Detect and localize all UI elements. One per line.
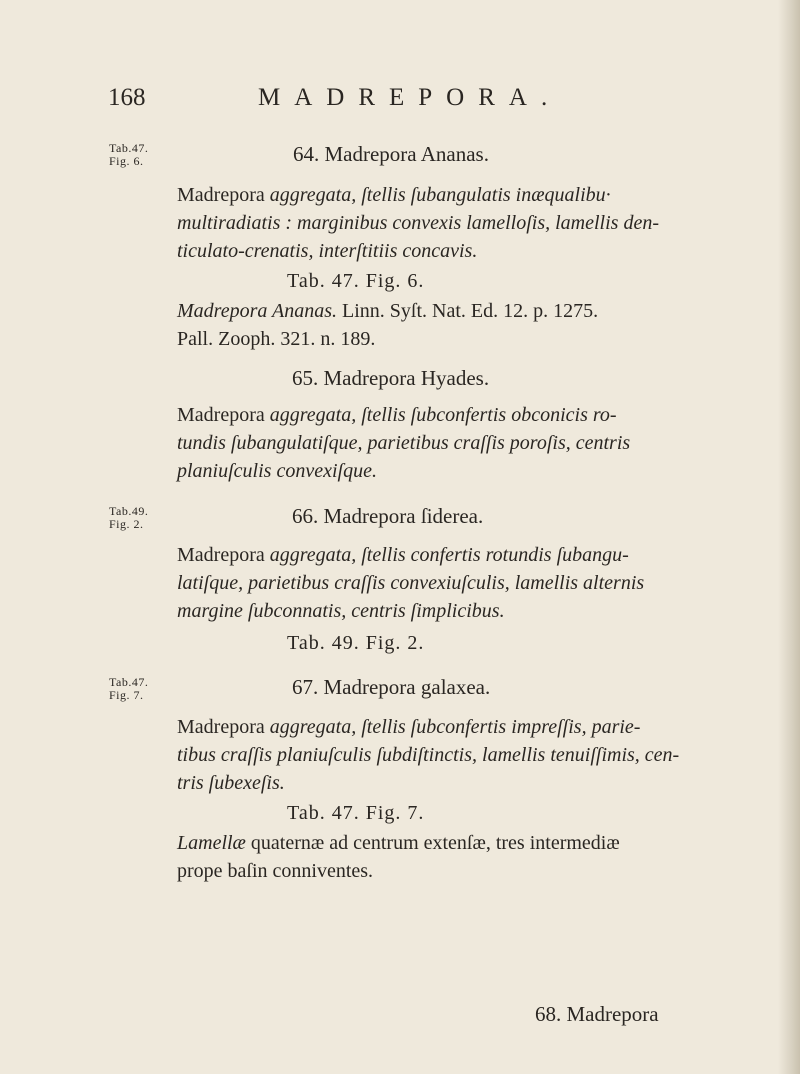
- entry-line: ticulato-crenatis, interſtitiis concavis.: [177, 240, 478, 262]
- note-line: prope baſin conniventes.: [177, 860, 374, 882]
- entry-heading: 66. Madrepora ſiderea.: [292, 504, 484, 528]
- entry-line: Madrepora aggregata, ſtellis confertis rotundis ſubangu-: [177, 544, 629, 566]
- entry-line: multiradiatis : marginibus convexis lamelloſis, lamellis den-: [177, 212, 659, 234]
- margin-tab: Tab.47.: [109, 675, 149, 689]
- margin-fig: Fig. 7.: [109, 688, 144, 702]
- running-title: MADREPORA.: [258, 84, 562, 111]
- plate-reference: Tab. 47. Fig. 6.: [287, 270, 425, 292]
- entry-line: Madrepora aggregata, ſtellis ſubconfertis obconicis ro-: [177, 404, 617, 426]
- catchword: 68. Madrepora: [535, 1002, 659, 1026]
- entry-heading: 64. Madrepora Ananas.: [293, 142, 489, 166]
- margin-reference: [109, 505, 148, 531]
- margin-fig: Fig. 2.: [109, 517, 144, 531]
- note-line: Lamellæ quaternæ ad centrum extenſæ, tres intermediæ: [177, 832, 620, 854]
- entry-line: tris ſubexeſis.: [177, 772, 285, 794]
- plate-reference: Tab. 49. Fig. 2.: [287, 632, 425, 654]
- entry-heading: 65. Madrepora Hyades.: [292, 366, 490, 390]
- margin-tab: Tab.47.: [109, 141, 149, 155]
- entry-heading: 67. Madrepora galaxea.: [292, 675, 491, 699]
- entry-line: margine ſubconnatis, centris ſimplicibus.: [177, 600, 505, 622]
- entry-line: latiſque, parietibus craſſis convexiuſculis, lamellis alternis: [177, 572, 645, 594]
- margin-tab: Tab.49.: [109, 504, 149, 518]
- margin-reference: [109, 142, 148, 168]
- entry-line: planiuſculis convexiſque.: [177, 460, 377, 482]
- entry-line: Madrepora aggregata, ſtellis ſubangulatis inæqualibu·: [177, 184, 611, 206]
- margin-fig: Fig. 6.: [109, 154, 144, 168]
- running-head: [108, 84, 708, 114]
- page-edge-shadow: [778, 0, 800, 1074]
- plate-reference: Tab. 47. Fig. 7.: [287, 802, 425, 824]
- entry-line: tibus craſſis planiuſculis ſubdiſtinctis, lamellis tenuiſſimis, cen-: [177, 744, 680, 766]
- entry-line: tundis ſubangulatiſque, parietibus craſſis poroſis, centris: [177, 432, 631, 454]
- entry-line: Madrepora aggregata, ſtellis ſubconfertis impreſſis, parie-: [177, 716, 641, 738]
- synonym-line: Pall. Zooph. 321. n. 189.: [177, 328, 376, 350]
- page-number: 168: [108, 84, 146, 111]
- margin-reference: [109, 676, 148, 702]
- synonym-line: Madrepora Ananas. Linn. Syſt. Nat. Ed. 12. p. 1275.: [177, 300, 599, 322]
